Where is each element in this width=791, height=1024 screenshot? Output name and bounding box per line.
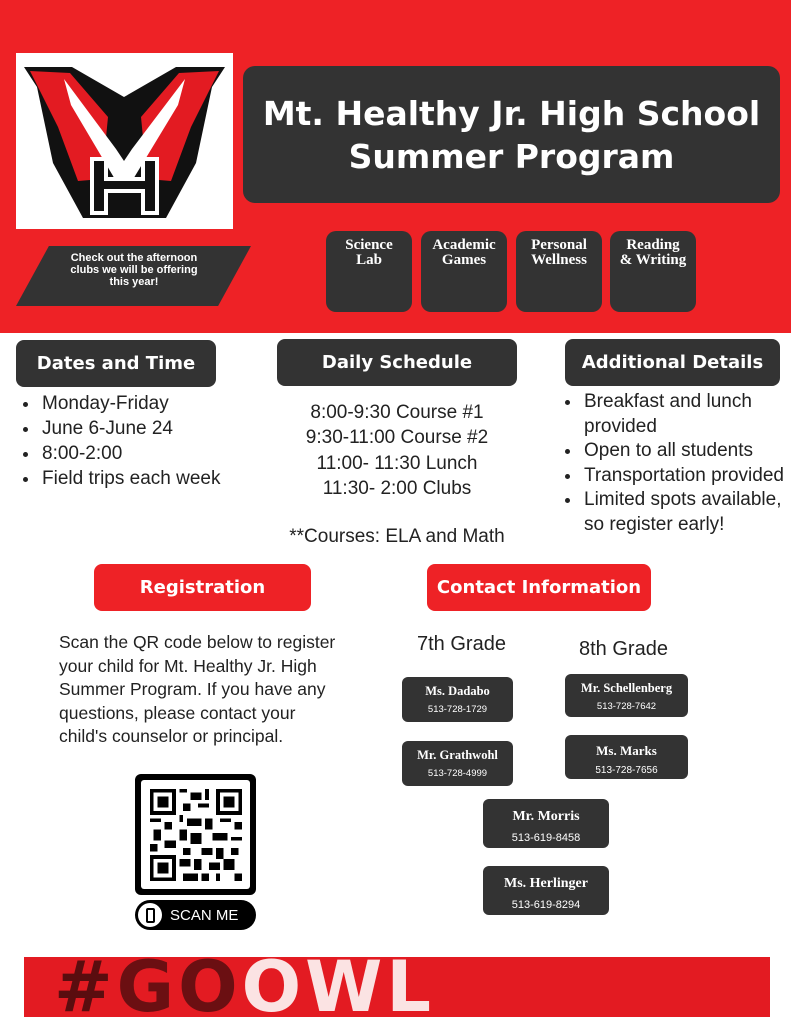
club-label: Wellness [531, 252, 587, 268]
club-reading-writing [610, 231, 696, 312]
contact-name: Ms. Marks [596, 743, 657, 758]
contact-name: Ms. Herlinger [504, 876, 588, 891]
dates-list [16, 391, 256, 491]
club-label: & Writing [619, 252, 687, 268]
contact-card [565, 674, 688, 717]
contact-name: Mr. Grathwohl [417, 748, 498, 762]
scan-me-button[interactable] [135, 900, 256, 930]
school-logo [16, 53, 233, 229]
club-label: Academic [432, 237, 496, 253]
go-owl-banner [24, 957, 770, 1017]
club-personal-wellness [516, 231, 602, 312]
qr-code-inner [141, 780, 250, 889]
contact-card [483, 866, 609, 915]
list-item: • Transportation provided [582, 464, 786, 489]
registration-text: Scan the QR code below to register your child for Mt. Healthy Jr. High Summer Program. If you have any questions, please contact your child's counselor or principal. [59, 632, 336, 746]
contact-phone: 513-728-7656 [595, 765, 658, 776]
owl-mh-logo-icon [16, 53, 233, 229]
club-science-lab [326, 231, 412, 312]
schedule-heading: Daily Schedule [277, 339, 517, 386]
schedule-line: 11:00- 11:30 Lunch [316, 452, 478, 474]
contact-card [402, 677, 513, 722]
contact-name: Mr. Morris [512, 809, 580, 824]
contact-phone: 513-728-4999 [427, 768, 488, 779]
contact-phone: 513-728-7642 [596, 701, 657, 712]
club-label: Science [345, 237, 393, 253]
contact-card [565, 735, 688, 779]
schedule-line: 8:00-9:30 Course #1 [310, 402, 484, 423]
list-item: • Open to all students [582, 439, 786, 464]
contact-card [402, 741, 513, 786]
scan-me-label: SCAN ME [170, 906, 239, 924]
club-label: Personal [531, 237, 587, 253]
list-item: • Field trips each week [40, 466, 256, 491]
courses-note: **Courses: ELA and Math [289, 526, 505, 547]
grade-8-label: 8th Grade [579, 638, 668, 660]
qr-code[interactable] [135, 774, 256, 895]
club-academic-games [421, 231, 507, 312]
page-title-line-2: Summer Program [348, 136, 675, 176]
contact-phone: 513-728-1729 [427, 704, 488, 715]
qr-code-icon [150, 789, 242, 881]
banner-go: GO [116, 957, 242, 1017]
list-item: • Breakfast and lunch provided [582, 390, 786, 439]
promo-text: Check out the afternoon clubs we will be offering this year! [70, 252, 198, 288]
registration-heading: Registration [94, 564, 311, 611]
phone-icon [138, 903, 162, 927]
list-item: • 8:00-2:00 [40, 441, 256, 466]
club-label: Lab [356, 252, 382, 268]
details-list [558, 390, 786, 537]
page-title-line-1: Mt. Healthy Jr. High School [262, 93, 761, 133]
grade-7-label: 7th Grade [417, 633, 506, 655]
contact-name: Ms. Dadabo [425, 684, 490, 698]
schedule-line: 11:30- 2:00 Clubs [322, 477, 472, 499]
schedule-line: 9:30-11:00 Course #2 [305, 427, 489, 449]
contact-phone: 513-619-8294 [511, 899, 581, 911]
contact-heading: Contact Information [427, 564, 651, 611]
banner-owl: OWL [241, 957, 435, 1017]
list-item: • Limited spots available, so register early! [582, 488, 786, 537]
dates-heading: Dates and Time [16, 340, 216, 387]
schedule-list [282, 400, 512, 501]
details-heading: Additional Details [565, 339, 780, 386]
club-label: Games [441, 252, 487, 268]
club-label: Reading [626, 237, 680, 253]
program-title-box [243, 66, 780, 203]
contact-name: Mr. Schellenberg [580, 681, 673, 695]
banner-hash: # [54, 957, 117, 1017]
list-item: • June 6-June 24 [40, 416, 256, 441]
clubs-promo [16, 246, 251, 306]
banner-text [54, 957, 435, 1017]
contact-card [483, 799, 609, 848]
list-item: • Monday-Friday [40, 391, 256, 416]
contact-phone: 513-619-8458 [511, 832, 581, 844]
